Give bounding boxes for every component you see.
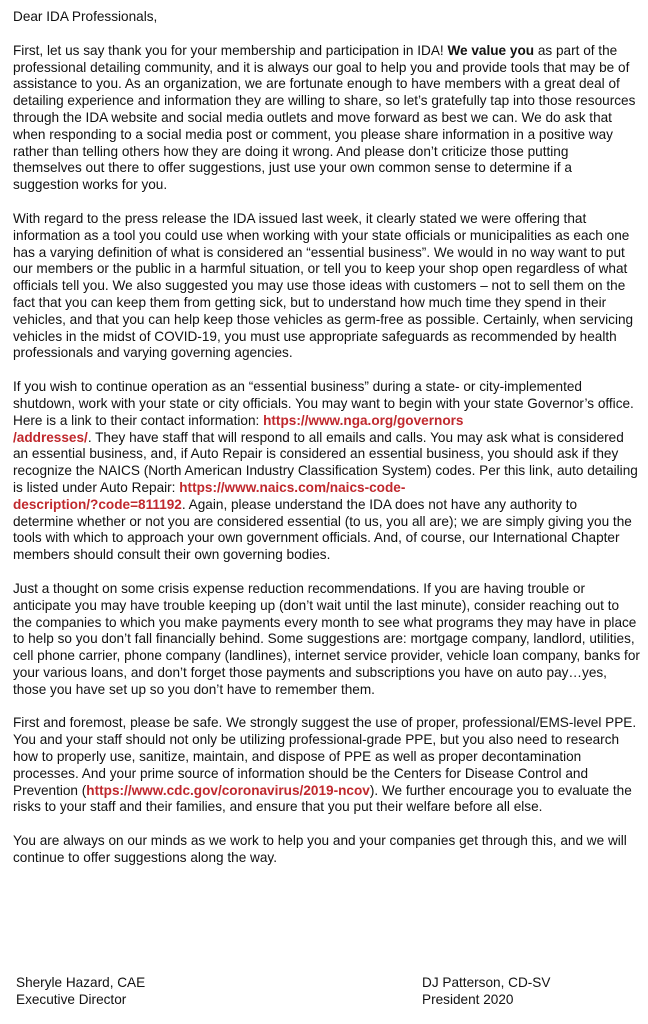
paragraph-text: First, let us say thank you for your membership and participation in IDA!: [13, 42, 448, 58]
nga-link[interactable]: https://www.nga.org/governors /addresses/: [13, 412, 464, 445]
paragraph-text: First and foremost, please be safe. We strongly suggest the use of proper, professional/EMS-level PPE. You and your staff should not only be utilizing professional-grade PPE, but you also need to research how to properly use, sanitize, maintain, and dispose of PPE as well as proper decontamination processes. And your prime source of information should be the Centers for Disease Control and Prevention (: [13, 715, 637, 798]
signer-title: President 2020: [422, 992, 514, 1007]
signer-name: DJ Patterson, CD-SV: [422, 975, 551, 990]
paragraph-text: ). We further encourage you to evaluate the risks to your staff and their families, and ensure that you put their welfare before all else.: [13, 782, 632, 815]
naics-link[interactable]: https://www.naics.com/naics-code- description/?code=811192: [13, 479, 406, 512]
signature-left: [16, 974, 145, 1008]
paragraph-text: . Again, please understand the IDA does not have any authority to determine whether or not you are considered essential (to us, you all are); we are simply giving you the tools with which to approach your own government officials. And, of course, our International Chapter members should consult their own governing bodies.: [13, 496, 632, 563]
paragraph-safety: [13, 715, 640, 816]
paragraph-essential-business: [13, 379, 640, 564]
paragraph-expense-reduction: Just a thought on some crisis expense reduction recommendations. If you are having trouble or anticipate you may have trouble keeping up (don’t wait until the last minute), consider reaching out to the companies to which you make payments every month to see what programs they may have in place to help so you don’t fall financially behind. Some suggestions are: mortgage company, landlord, utilities, cell phone carrier, phone company (landlines), internet service provider, vehicle loan company, banks for your various loans, and don’t forget those payments and subscriptions you have on auto pay…yes, those you have set up so you don’t have to remember them.: [13, 580, 640, 697]
signature-right: [422, 974, 550, 1008]
paragraph-text: as part of the professional detailing community, and it is always our goal to help you and provide tools that may be of assistance to you. As an organization, we are fortunate enough to have members with a great deal of detailing experience and information they are willing to share, so let’s gratefully tap into those resources through the IDA website and social media outlets and move forward as best we can. We do ask that when responding to a social media post or comment, you please share information in a positive way rather than telling others how they are doing it wrong. And please don’t criticize those putting themselves out there to offer suggestions, just use your own common sense to determine if a suggestion works for you.: [13, 42, 636, 193]
paragraph-text: . They have staff that will respond to all emails and calls. You may ask what is considered an essential business, and, if Auto Repair is considered an essential business, you should ask if they recognize the NAICS (North American Industry Classification System) codes. Per this link, auto detailing is listed under Auto Repair:: [13, 429, 638, 495]
cdc-link[interactable]: https://www.cdc.gov/coronavirus/2019-ncov: [86, 782, 370, 798]
paragraph-text: If you wish to continue operation as an “essential business” during a state- or city-implemented shutdown, work with your state or city officials. You may want to begin with your state Governor’s office. Here is a link to their contact information:: [13, 379, 634, 428]
signer-name: Sheryle Hazard, CAE: [16, 975, 146, 990]
paragraph-thanks: [13, 43, 640, 194]
emphasis-text: We value you: [447, 42, 535, 58]
paragraph-closing: You are always on our minds as we work to help you and your companies get through this, and we will continue to offer suggestions along the way.: [13, 833, 627, 866]
greeting: Dear IDA Professionals,: [13, 9, 158, 24]
signer-title: Executive Director: [16, 992, 127, 1007]
letter-body: [13, 9, 640, 884]
paragraph-press-release: With regard to the press release the IDA issued last week, it clearly stated we were offering that information as a tool you could use when working with your state officials or municipalities as each one has a varying definition of what is considered an “essential business”. We would in no way want to put our members or the public in a harmful situation, or tell you to keep your shop open regardless of what officials tell you. We also suggested you may use those ideas with customers – not to sell them on the fact that you can keep them from getting sick, but to understand how much time they spend in their vehicles, and that you can help keep those vehicles as germ-free as possible. Certainly, when servicing vehicles in the midst of COVID-19, you must use appropriate safeguards as recommended by health professionals and varying governing agencies.: [13, 210, 634, 361]
